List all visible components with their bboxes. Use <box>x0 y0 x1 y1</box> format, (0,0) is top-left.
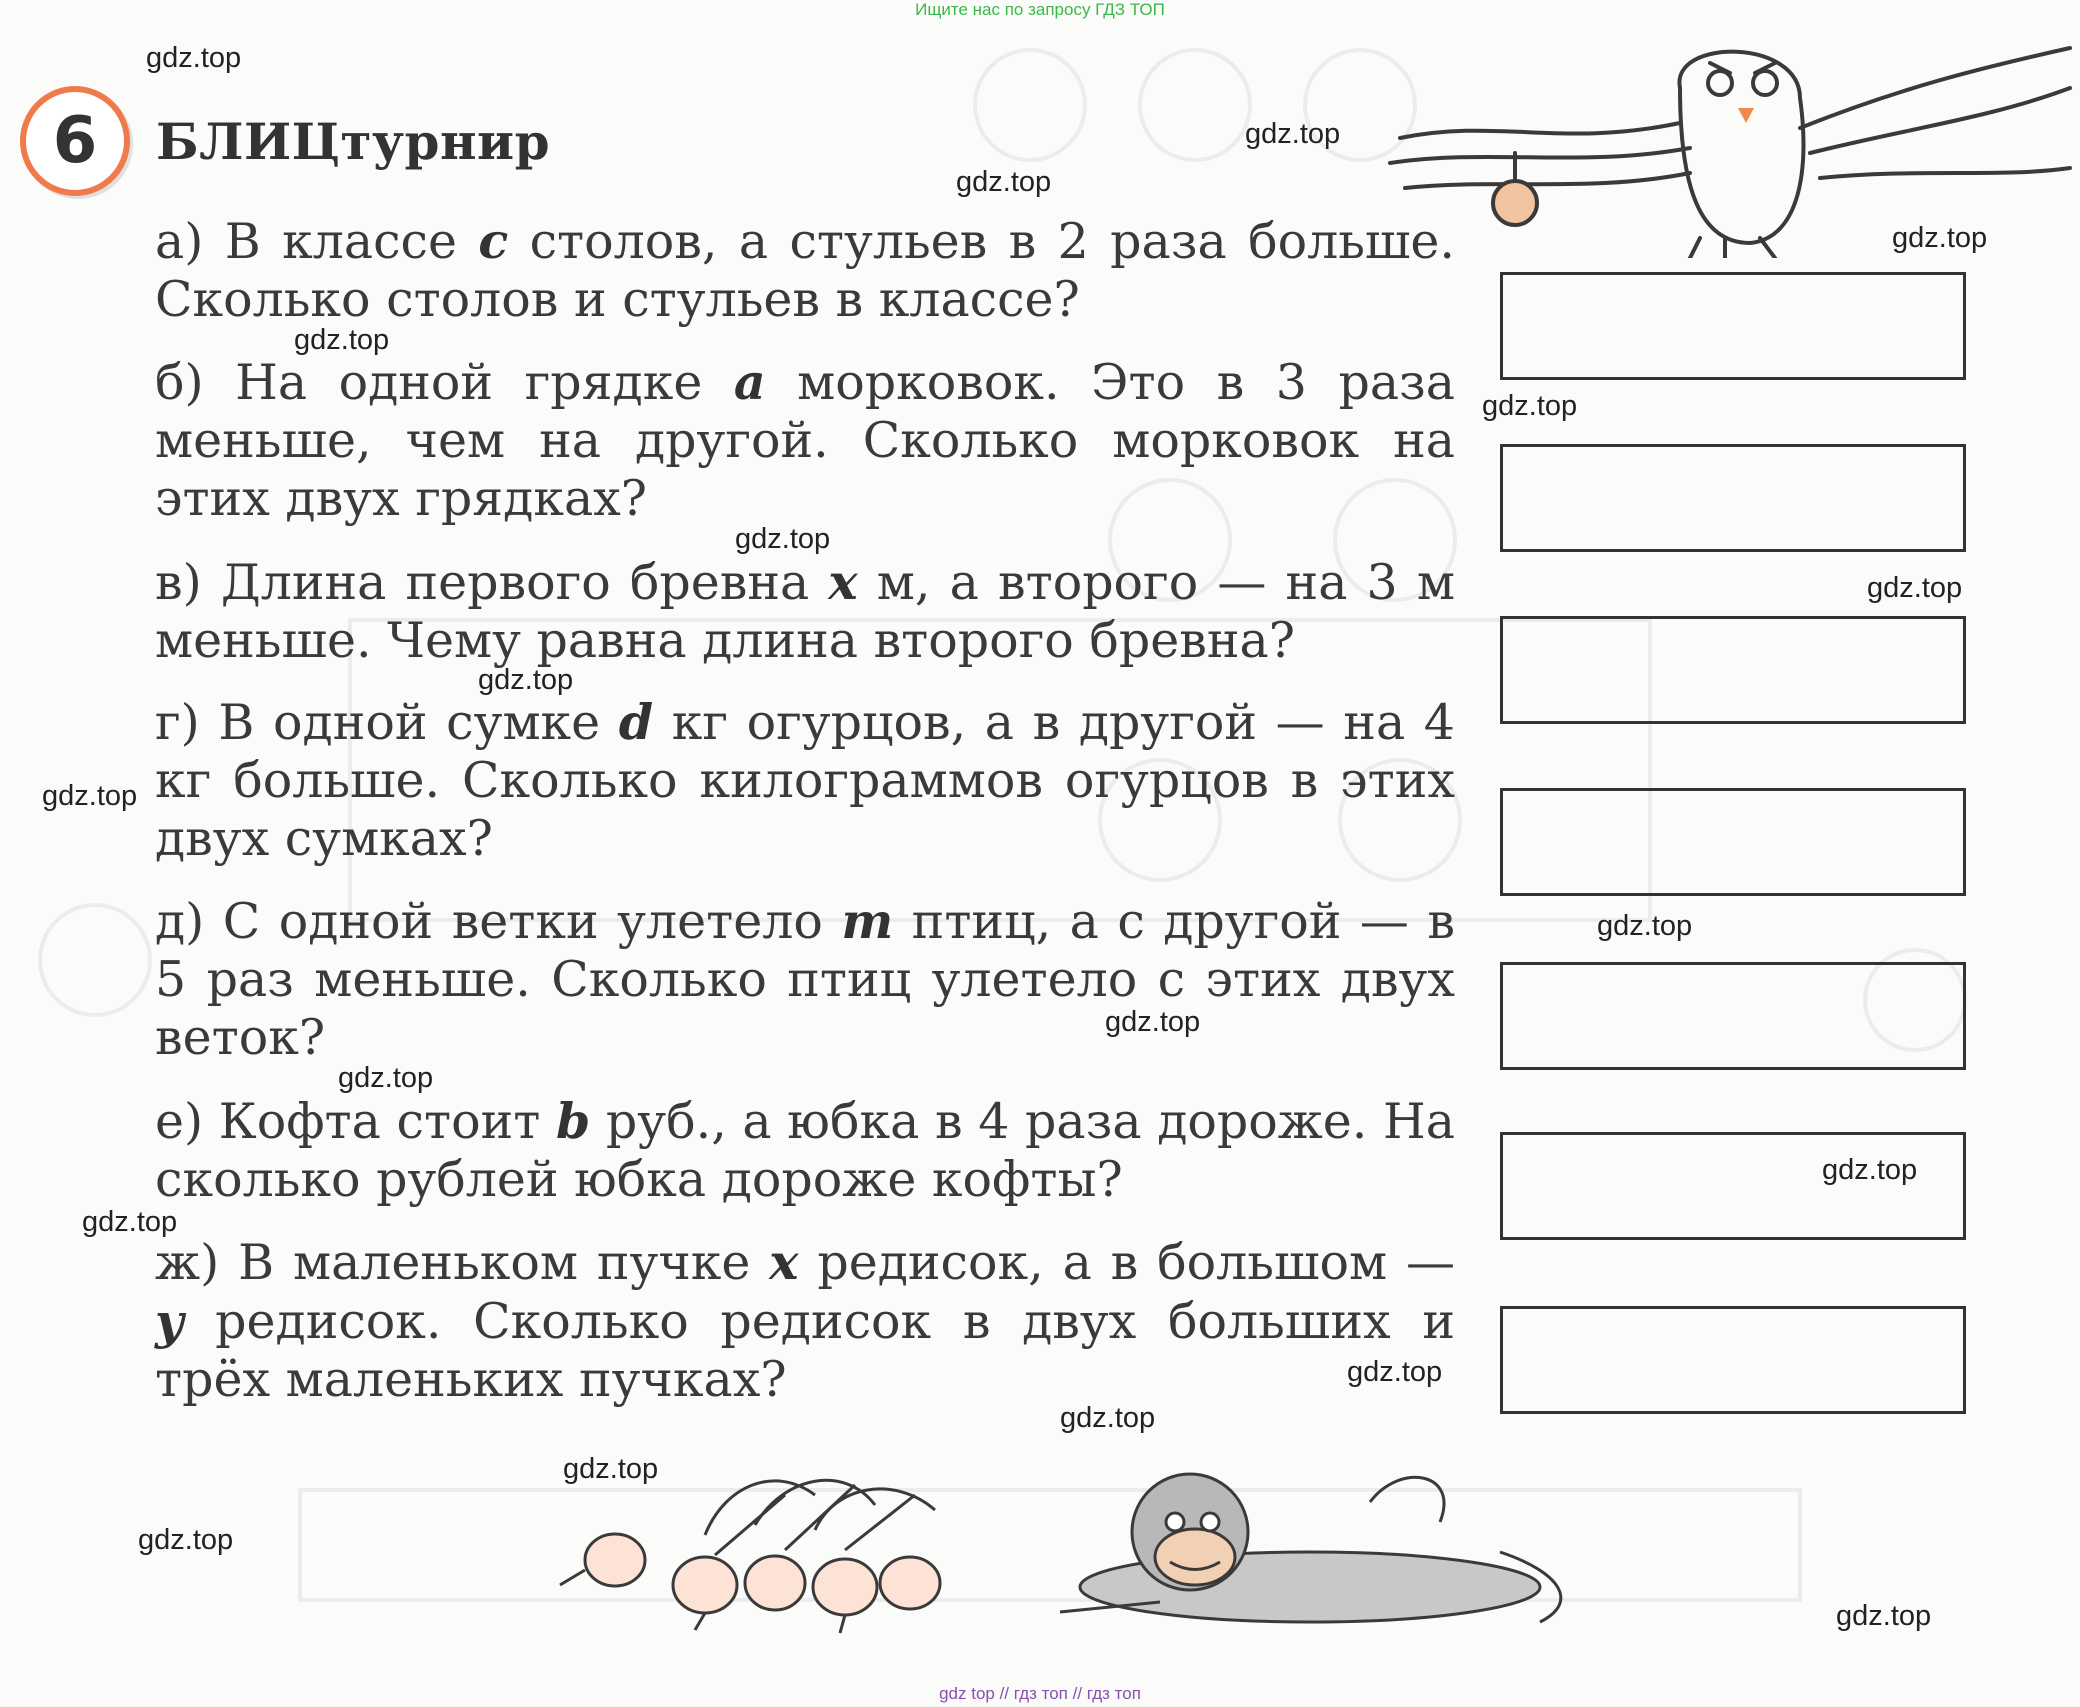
problem-d-prefix: д) С одной ветки улетело <box>155 893 842 950</box>
problem-e-suffix: руб., а юбка в 4 раза дороже. На сколько рублей юбка дороже кофты? <box>155 1093 1455 1208</box>
exercise-number-badge <box>20 86 130 196</box>
watermark: gdz.top <box>1822 1154 1918 1186</box>
header-banner[interactable]: Ищите нас по запросу ГДЗ ТОП <box>915 0 1165 19</box>
problem-zh-var2: y <box>155 1292 184 1350</box>
answer-box-b[interactable] <box>1500 444 1966 552</box>
answer-box-a[interactable] <box>1500 272 1966 380</box>
problem-d-suffix: птиц, а с другой — в 5 раз меньше. Сколько птиц улетело с этих двух веток? <box>155 893 1455 1066</box>
watermark: gdz.top <box>138 1524 234 1556</box>
problem-a-prefix: а) В классе <box>155 213 479 270</box>
problem-v <box>155 553 1455 670</box>
problem-e-var: b <box>556 1092 591 1150</box>
answer-box-v[interactable] <box>1500 616 1966 724</box>
watermark: gdz.top <box>82 1206 178 1238</box>
watermark: gdz.top <box>1836 1600 1932 1632</box>
watermark: gdz.top <box>1245 118 1341 150</box>
answer-box-d[interactable] <box>1500 962 1966 1070</box>
problem-e <box>155 1092 1455 1209</box>
problem-zh-mid: редисок, а в большом — <box>798 1234 1455 1291</box>
problem-a-var: c <box>478 212 509 270</box>
watermark: gdz.top <box>42 780 138 812</box>
problem-zh-var: x <box>769 1233 799 1291</box>
problem-d <box>155 892 1455 1067</box>
problem-b-prefix: б) На одной грядке <box>155 354 734 411</box>
watermark: gdz.top <box>563 1453 659 1485</box>
problem-d-var: m <box>841 892 894 950</box>
problem-v-suffix: м, а второго — на 3 м меньше. Чему равна длина второго бревна? <box>155 554 1455 669</box>
watermark: gdz.top <box>294 324 390 356</box>
watermark: gdz.top <box>146 42 242 74</box>
watermark: gdz.top <box>1867 572 1963 604</box>
problem-b-suffix: морковок. Это в 3 раза меньше, чем на другой. Сколько морковок на этих двух грядках? <box>155 354 1455 527</box>
problem-v-var: x <box>828 553 858 611</box>
problem-zh-suffix: редисок. Сколько редисок в двух больших и трёх маленьких пучках? <box>155 1293 1455 1408</box>
exercise-title: БЛИЦтурнир <box>156 112 551 171</box>
exercise-number: 6 <box>52 104 98 178</box>
watermark: gdz.top <box>1347 1356 1443 1388</box>
problem-g-var: d <box>618 693 654 751</box>
problem-a <box>155 212 1455 329</box>
watermark: gdz.top <box>735 523 831 555</box>
watermark: gdz.top <box>1105 1006 1201 1038</box>
problem-b <box>155 353 1455 528</box>
watermark: gdz.top <box>1892 222 1988 254</box>
problem-a-suffix: столов, а стульев в 2 раза больше. Сколько столов и стульев в классе? <box>155 213 1455 328</box>
watermark: gdz.top <box>956 166 1052 198</box>
monkey-icon <box>1040 1462 1610 1642</box>
problem-zh <box>155 1233 1455 1409</box>
problem-e-prefix: е) Кофта стоит <box>155 1093 556 1150</box>
watermark: gdz.top <box>1597 910 1693 942</box>
problem-g-suffix: кг огурцов, а в другой — на 4 кг больше. Сколько килограммов огурцов в этих двух сумках? <box>155 694 1455 867</box>
watermark: gdz.top <box>338 1062 434 1094</box>
answer-box-g[interactable] <box>1500 788 1966 896</box>
problem-g <box>155 693 1455 868</box>
problem-v-prefix: в) Длина первого бревна <box>155 554 829 611</box>
footer-banner[interactable]: gdz top // гдз топ // гдз топ <box>939 1684 1141 1703</box>
problem-zh-prefix: ж) В маленьком пучке <box>155 1234 770 1291</box>
problem-g-prefix: г) В одной сумке <box>155 694 619 751</box>
problem-b-var: a <box>733 353 766 411</box>
watermark: gdz.top <box>478 664 574 696</box>
watermark: gdz.top <box>1482 390 1578 422</box>
watermark: gdz.top <box>1060 1402 1156 1434</box>
answer-box-zh[interactable] <box>1500 1306 1966 1414</box>
